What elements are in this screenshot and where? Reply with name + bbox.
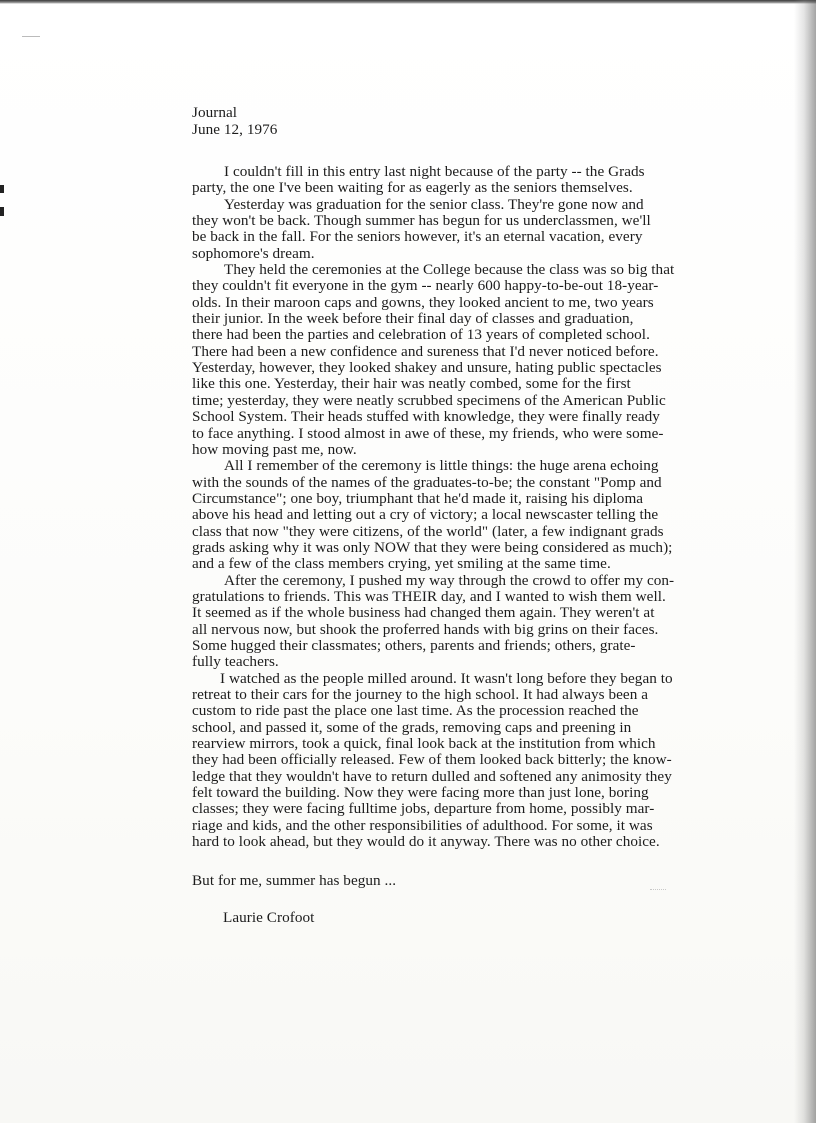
text-line: All I remember of the ceremony is little things: the huge arena echoing [224, 457, 659, 475]
text-line: they had been officially released. Few of them looked back bitterly; the know- [192, 751, 672, 769]
text-line: hard to look ahead, but they would do it anyway. There was no other choice. [192, 833, 660, 851]
text-line: with the sounds of the names of the graduates-to-be; the constant "Pomp and [192, 473, 662, 491]
text-line: be back in the fall. For the seniors however, it's an eternal vacation, every [192, 228, 643, 246]
text-line: and a few of the class members crying, yet smiling at the same time. [192, 555, 611, 573]
text-line: Circumstance"; one boy, triumphant that he'd made it, raising his diploma [192, 489, 644, 507]
binding-mark [0, 207, 4, 216]
text-line: sophomore's dream. [192, 244, 315, 262]
text-line: ledge that they wouldn't have to return dulled and softened any animosity they [192, 767, 672, 785]
text-line: they couldn't fit everyone in the gym -- nearly 600 happy-to-be-out 18-year- [192, 277, 659, 295]
page-top-edge [0, 0, 816, 4]
journal-entry [192, 104, 767, 926]
author-signature: Laurie Crofoot [223, 909, 315, 927]
text-line: they won't be back. Though summer has begun for us underclassmen, we'll [192, 212, 651, 230]
text-line: After the ceremony, I pushed my way through the crowd to offer my con- [224, 571, 675, 589]
text-line: classes; they were facing fulltime jobs, departure from home, possibly mar- [192, 800, 655, 818]
text-line: class that now "they were citizens, of the world" (later, a few indignant grads [192, 522, 664, 540]
text-line: to face anything. I stood almost in awe of these, my friends, who were some- [192, 424, 664, 442]
text-line: I couldn't fill in this entry last night because of the party -- the Grads [224, 163, 645, 180]
text-line: like this one. Yesterday, their hair was neatly combed, some for the first [192, 375, 631, 393]
text-line: all nervous now, but shook the proferred hands with big grins on their faces. [192, 620, 659, 638]
text-line: there had been the parties and celebration of 13 years of completed school. [192, 326, 650, 344]
text-line: They held the ceremonies at the College because the class was so big that [224, 261, 675, 279]
text-line: time; yesterday, they were neatly scrubbed specimens of the American Public [192, 391, 666, 409]
text-line: gratulations to friends. This was THEIR day, and I wanted to wish them well. [192, 587, 666, 605]
text-line: olds. In their maroon caps and gowns, they looked ancient to me, two years [192, 293, 654, 311]
text-line: Yesterday, however, they looked shakey and unsure, hating public spectacles [192, 359, 662, 377]
text-line: retreat to their cars for the journey to the high school. It had always been a [192, 686, 648, 703]
text-line: There had been a new confidence and sureness that I'd never noticed before. [192, 342, 659, 360]
text-line: how moving past me, now. [192, 440, 357, 458]
page-right-shadow [794, 0, 816, 1123]
text-line: custom to ride past the place one last time. As the procession reached the [192, 702, 639, 720]
corner-mark [22, 36, 40, 37]
text-line: above his head and letting out a cry of victory; a local newscaster telling the [192, 506, 659, 524]
entry-body [192, 164, 767, 850]
text-line: rearview mirrors, took a quick, final look back at the institution from which [192, 735, 656, 753]
text-line: I watched as the people milled around. It wasn't long before they began to [220, 669, 673, 687]
binding-mark [0, 185, 4, 193]
journal-title: Journal [192, 104, 238, 121]
text-line: Some hugged their classmates; others, parents and friends; others, grate- [192, 636, 636, 654]
journal-date: June 12, 1976 [192, 121, 278, 138]
text-line: It seemed as if the whole business had changed them again. They weren't at [192, 604, 655, 622]
text-line: riage and kids, and the other responsibilities of adulthood. For some, it was [192, 816, 653, 834]
text-line: felt toward the building. Now they were facing more than just lone, boring [192, 784, 649, 802]
text-line: fully teachers. [192, 653, 279, 671]
text-line: Yesterday was graduation for the senior class. They're gone now and [224, 195, 644, 213]
closing-line: But for me, summer has begun ... [192, 872, 397, 890]
text-line: school, and passed it, some of the grads, removing caps and preening in [192, 718, 632, 736]
text-line: party, the one I've been waiting for as eagerly as the seniors themselves. [192, 179, 633, 197]
text-line: grads asking why it was only NOW that they were being considered as much); [192, 538, 673, 556]
text-line: their junior. In the week before their final day of classes and graduation, [192, 310, 634, 328]
text-line: School System. Their heads stuffed with knowledge, they were finally ready [192, 408, 660, 426]
